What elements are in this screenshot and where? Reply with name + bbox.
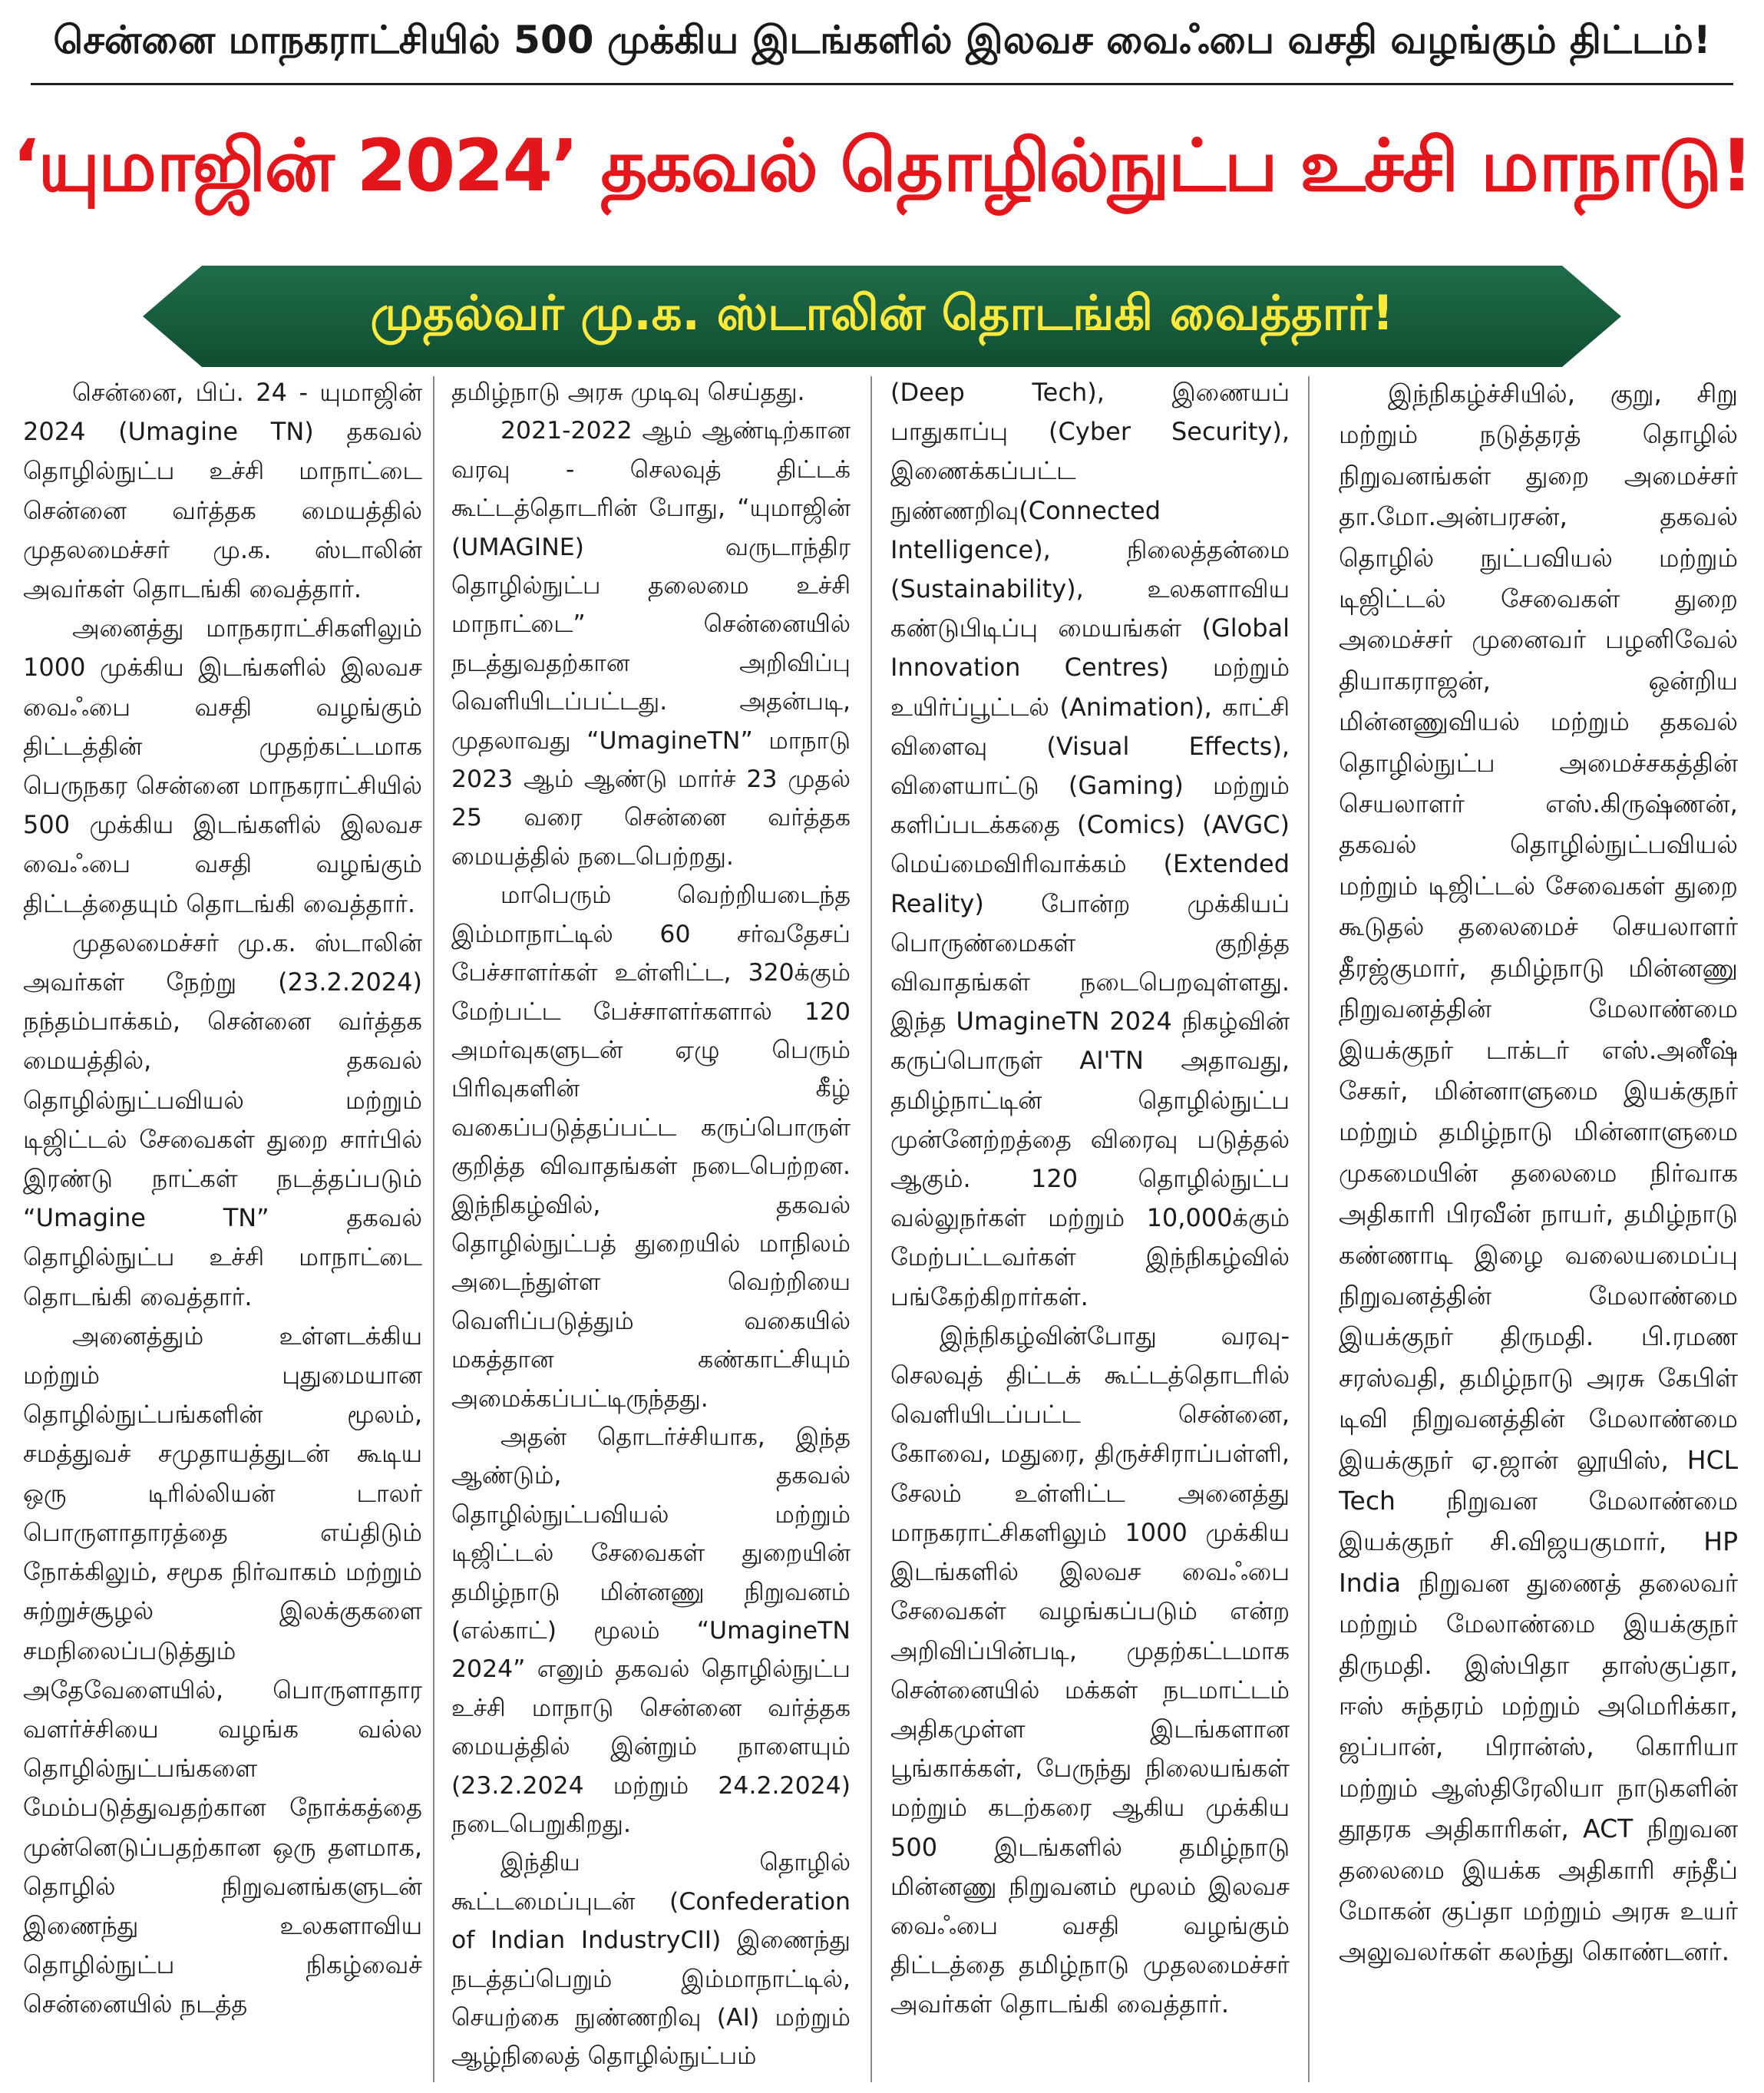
paragraph: அதன் தொடர்ச்சியாக, இந்த ஆண்டும், தகவல் தொழில்நுட்பவியல் மற்றும் டிஜிட்டல் சேவைகள் துறையின் தமிழ்நாடு மின்னணு நிறுவனம் (எல்காட்) மூலம் “UmagineTN 2024” எனும் தகவல் தொழில்நுட்ப உச்சி மாநாடு சென்னை வர்த்தக மையத்தில் இன்றும் நாளையும் (23.2.2024 மற்றும் 24.2.2024) நடைபெறுகிறது. <box>451 1423 851 1839</box>
paragraph: 2021-2022 ஆம் ஆண்டிற்கான வரவு - செலவுத் திட்டக் கூட்டத்தொடரின் போது, “யுமாஜின் (UMAGINE) வருடாந்திர தொழில்நுட்ப தலைமை உச்சி மாநாட்டை” சென்னையில் நடத்துவதற்கான அறிவிப்பு வெளியிடப்பட்டது. அதன்படி, முதலாவது “UmagineTN” மாநாடு 2023 ஆம் ஆண்டு மார்ச் 23 முதல் 25 வரை சென்னை வர்த்தக மையத்தில் நடைபெற்றது. <box>451 417 851 871</box>
article-column-3 <box>890 373 1290 2087</box>
paragraph: அனைத்து மாநகராட்சிகளிலும் 1000 முக்கிய இடங்களில் இலவச வைஃபை வசதி வழங்கும் திட்டத்தின் முதற்கட்டமாக பெருநகர சென்னை மாநகராட்சியில் 500 முக்கிய இடங்களில் இலவச வைஃபை வசதி வழங்கும் திட்டத்தையும் தொடங்கி வைத்தார். <box>23 613 422 918</box>
paragraph: தமிழ்நாடு அரசு முடிவு செய்தது. <box>451 379 805 406</box>
subheadline-banner <box>143 266 1621 367</box>
paragraph: இந்திய தொழில் கூட்டமைப்புடன் (Confederation of Indian IndustryCII) இணைந்து நடத்தப்பெறும் இம்மாநாட்டில், செயற்கை நுண்ணறிவு (AI) மற்றும் ஆழ்நிலைத் தொழில்நுட்பம் <box>451 1849 851 2071</box>
column-divider <box>870 376 872 2082</box>
paragraph: இந்நிகழ்ச்சியில், குறு, சிறு மற்றும் நடுத்தரத் தொழில் நிறுவனங்கள் துறை அமைச்சர் தா.மோ.அன்பரசன், தகவல் தொழில் நுட்பவியல் மற்றும் டிஜிட்டல் சேவைகள் துறை அமைச்சர் முனைவர் பழனிவேல் தியாகராஜன், ஒன்றிய மின்னணுவியல் மற்றும் தகவல் தொழில்நுட்ப அமைச்சகத்தின் செயலாளர் எஸ்.கிருஷ்ணன், தகவல் தொழில்நுட்பவியல் மற்றும் டிஜிட்டல் சேவைகள் துறை கூடுதல் தலைமைச் செயலாளர் தீரஜ்குமார், தமிழ்நாடு மின்னணு நிறுவனத்தின் மேலாண்மை இயக்குநர் டாக்டர் எஸ்.அனீஷ் சேகர், மின்னாளுமை இயக்குநர் மற்றும் தமிழ்நாடு மின்னாளுமை முகமையின் தலைமை நிர்வாக அதிகாரி பிரவீன் நாயர், தமிழ்நாடு கண்ணாடி இழை வலையமைப்பு நிறுவனத்தின் மேலாண்மை இயக்குநர் திருமதி. பி.ரமண சரஸ்வதி, தமிழ்நாடு அரசு கேபிள் டிவி நிறுவனத்தின் மேலாண்மை இயக்குநர் ஏ.ஜான் லூயிஸ், HCL Tech நிறுவன மேலாண்மை இயக்குநர் சி.விஜயகுமார், HP India நிறுவன துணைத் தலைவர் மற்றும் மேலாண்மை இயக்குநர் திருமதி. இஸ்பிதா தாஸ்குப்தா, ஈஸ் சுந்தரம் மற்றும் அமெரிக்கா, ஜப்பான், பிரான்ஸ், கொரியா மற்றும் ஆஸ்திரேலியா நாடுகளின் தூதரக அதிகாரிகள், ACT நிறுவன தலைமை இயக்க அதிகாரி சந்தீப் மோகன் குப்தா மற்றும் அரசு உயர் அலுவலர்கள் கலந்து கொண்டனர். <box>1339 379 1738 1967</box>
kicker-headline: சென்னை மாநகராட்சியில் 500 முக்கிய இடங்களில் இலவச வைஃபை வசதி வழங்கும் திட்டம்! <box>53 17 1711 62</box>
paragraph: இந்நிகழ்வின்போது வரவு-செலவுத் திட்டக் கூட்டத்தொடரில் வெளியிடப்பட்ட சென்னை, கோவை, மதுரை, திருச்சிராப்பள்ளி, சேலம் உள்ளிட்ட அனைத்து மாநகராட்சிகளிலும் 1000 முக்கிய இடங்களில் இலவச வைஃபை சேவைகள் வழங்கப்படும் என்ற அறிவிப்பின்படி, முதற்கட்டமாக சென்னையில் மக்கள் நடமாட்டம் அதிகமுள்ள இடங்களான பூங்காக்கள், பேருந்து நிலையங்கள் மற்றும் கடற்கரை ஆகிய முக்கிய 500 இடங்களில் தமிழ்நாடு மின்னணு நிறுவனம் மூலம் இலவச வைஃபை வசதி வழங்கும் திட்டத்தை தமிழ்நாடு முதலமைச்சர் அவர்கள் தொடங்கி வைத்தார். <box>890 1321 1290 2019</box>
paragraph: மாபெரும் வெற்றியடைந்த இம்மாநாட்டில் 60 சர்வதேசப் பேச்சாளர்கள் உள்ளிட்ட, 320க்கும் மேற்பட்ட பேச்சாளர்களால் 120 அமர்வுகளுடன் ஏழு பெரும் பிரிவுகளின் கீழ் வகைப்படுத்தப்பட்ட கருப்பொருள் குறித்த விவாதங்கள் நடைபெற்றன. இந்நிகழ்வில், தகவல் தொழில்நுட்பத் துறையில் மாநிலம் அடைந்துள்ள வெற்றியை வெளிப்படுத்தும் வகையில் மகத்தான கண்காட்சியும் அமைக்கப்பட்டிருந்தது. <box>451 881 851 1413</box>
paragraph: அனைத்தும் உள்ளடக்கிய மற்றும் புதுமையான தொழில்நுட்பங்களின் மூலம், சமத்துவச் சமுதாயத்துடன் கூடிய ஒரு டிரில்லியன் டாலர் பொருளாதாரத்தை எய்திடும் நோக்கிலும், சமூக நிர்வாகம் மற்றும் சுற்றுச்சூழல் இலக்குகளை சமநிலைப்படுத்தும் அதேவேளையில், பொருளாதார வளர்ச்சியை வழங்க வல்ல தொழில்நுட்பங்களை மேம்படுத்துவதற்கான நோக்கத்தை முன்னெடுப்பதற்கான ஒரு தளமாக, தொழில் நிறுவனங்களுடன் இணைந்து உலகளாவிய தொழில்நுட்ப நிகழ்வைச் சென்னையில் நடத்த <box>23 1321 422 2019</box>
column-divider <box>1308 376 1310 2082</box>
kicker-divider <box>31 83 1733 85</box>
article-column-2 <box>451 373 851 2087</box>
article-body <box>0 373 1764 2093</box>
main-headline: ‘யுமாஜின் 2024’ தகவல் தொழில்நுட்ப உச்சி மாநாடு! <box>12 124 1752 208</box>
paragraph: சென்னை, பிப். 24 - யுமாஜின் 2024 (Umagine TN) தகவல் தொழில்நுட்ப உச்சி மாநாட்டை சென்னை வர்த்தக மையத்தில் முதலமைச்சர் மு.க. ஸ்டாலின் அவர்கள் தொடங்கி வைத்தார். <box>23 378 422 604</box>
article-column-1 <box>23 373 422 2087</box>
paragraph: (Deep Tech), இணையப் பாதுகாப்பு (Cyber Security), இணைக்கப்பட்ட நுண்ணறிவு(Connected Intelligence), நிலைத்தன்மை (Sustainability), உலகளாவிய கண்டுபிடிப்பு மையங்கள் (Global Innovation Centres) மற்றும் உயிர்ப்பூட்டல் (Animation), காட்சி விளைவு (Visual Effects), விளையாட்டு (Gaming) மற்றும் களிப்படக்கதை (Comics) (AVGC) மெய்மைவிரிவாக்கம் (Extended Reality) போன்ற முக்கியப் பொருண்மைகள் குறித்த விவாதங்கள் நடைபெறவுள்ளது. இந்த UmagineTN 2024 நிகழ்வின் கருப்பொருள் AI'TN அதாவது, தமிழ்நாட்டின் தொழில்நுட்ப முன்னேற்றத்தை விரைவு படுத்தல் ஆகும். 120 தொழில்நுட்ப வல்லுநர்கள் மற்றும் 10,000க்கும் மேற்பட்டவர்கள் இந்நிகழ்வில் பங்கேற்கிறார்கள். <box>890 378 1290 1311</box>
column-divider <box>433 376 434 2082</box>
paragraph: முதலமைச்சர் மு.க. ஸ்டாலின் அவர்கள் நேற்று (23.2.2024) நந்தம்பாக்கம், சென்னை வர்த்தக மையத்தில், தகவல் தொழில்நுட்பவியல் மற்றும் டிஜிட்டல் சேவைகள் துறை சார்பில் இரண்டு நாட்கள் நடத்தப்படும் “Umagine TN” தகவல் தொழில்நுட்ப உச்சி மாநாட்டை தொடங்கி வைத்தார். <box>23 927 422 1311</box>
article-column-4 <box>1339 373 1738 2087</box>
banner-text: முதல்வர் மு.க. ஸ்டாலின் தொடங்கி வைத்தார்! <box>370 285 1394 341</box>
